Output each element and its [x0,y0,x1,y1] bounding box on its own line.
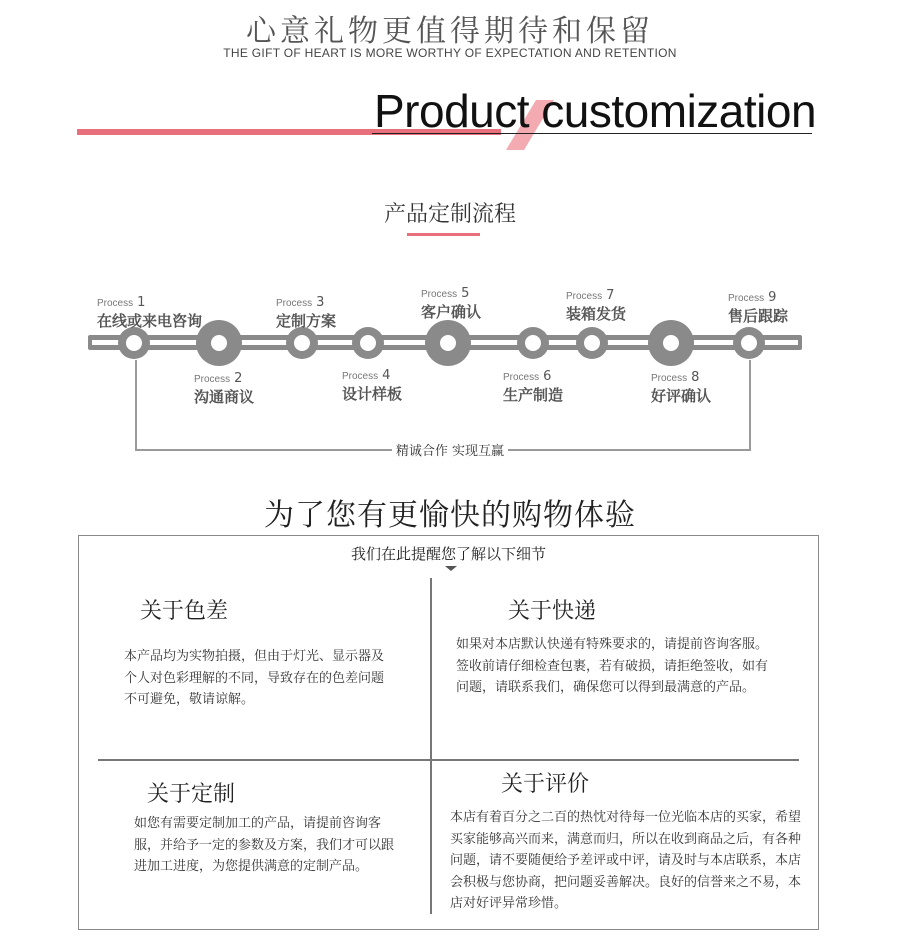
product-customization-title: Product customization [374,85,817,137]
customization-body: 如您有需要定制加工的产品，请提前咨询客服，并给予一定的参数及方案，我们才可以跟进加工进度，为您提供满意的定制产品。 [134,816,395,874]
process-node-3 [286,327,318,359]
experience-title: 为了您有更愉快的购物体验 [264,498,636,533]
process-step-number: 4 [382,368,391,383]
process-step-7 [566,284,626,324]
divider-vertical [430,578,432,914]
process-step-2 [194,367,254,407]
divider-horizontal [98,759,799,761]
process-step-3 [276,291,336,331]
reviews-body: 本店有着百分之二百的热忱对待每一位光临本店的买家，希望买家能够高兴而来，满意而归，所以在收到商品之后，有各种问题，请不要随便给予差评或中评，请及时与本店联系，本店会积极与您协商，把问题妥善解决。良好的信誉来之不易，本店对好评异常珍惜。 [450,810,802,911]
process-step-number: 9 [768,290,777,305]
process-node-5 [425,320,471,366]
process-step-label: Process [342,371,379,382]
process-step-number: 7 [606,288,615,303]
process-step-name: 沟通商议 [194,388,255,406]
bracket-caption-text: 精诚合作 实现互赢 [392,444,508,459]
process-step-5 [421,282,481,322]
process-node-1 [118,327,150,359]
process-step-number: 1 [137,295,146,310]
process-title-underline [407,233,480,236]
process-section-title: 产品定制流程 [383,202,516,227]
process-step-number: 6 [543,369,552,384]
process-node-7 [576,327,608,359]
process-step-number: 3 [316,295,325,310]
process-step-name: 定制方案 [276,312,337,330]
process-step-label: Process [728,293,765,304]
process-node-6 [517,327,549,359]
reminder-heading: 我们在此提醒您了解以下细节 [350,545,546,563]
bracket-caption [0,440,900,459]
process-step-name: 售后跟踪 [728,307,789,325]
process-step-label: Process [421,289,458,300]
process-step-name: 生产制造 [503,386,564,404]
process-step-label: Process [276,298,313,309]
process-node-2 [196,320,242,366]
process-step-name: 好评确认 [651,387,712,405]
caret-down-icon [445,566,457,571]
process-step-4 [342,364,402,404]
color-difference-title: 关于色差 [140,599,229,624]
process-step-8 [651,366,711,406]
header-title: 心意礼物更值得期待和保留 [246,14,654,49]
bracket-left [135,360,137,450]
shipping-title: 关于快递 [508,599,597,624]
process-step-name: 在线或来电咨询 [97,312,203,330]
process-step-name: 设计样板 [342,385,403,403]
process-step-9 [728,286,788,326]
process-step-name: 装箱发货 [566,305,627,323]
process-step-number: 8 [691,370,700,385]
process-step-number: 2 [234,371,243,386]
process-step-label: Process [651,373,688,384]
bracket-right [749,360,751,450]
process-step-1 [97,291,202,331]
process-step-6 [503,365,563,405]
process-step-number: 5 [461,286,470,301]
reviews-title: 关于评价 [501,772,590,797]
process-node-4 [352,327,384,359]
process-step-label: Process [503,372,540,383]
header-subtitle: THE GIFT OF HEART IS MORE WORTHY OF EXPECTATION AND RETENTION [223,46,677,60]
customization-title: 关于定制 [147,782,236,807]
shipping-body: 如果对本店默认快递有特殊要求的，请提前咨询客服。签收前请仔细检查包裹，若有破损，请拒绝签收，如有问题，请联系我们，确保您可以得到最满意的产品。 [456,637,769,695]
process-step-label: Process [194,374,231,385]
process-node-8 [648,320,694,366]
process-node-9 [733,327,765,359]
color-difference-body: 本产品均为实物拍摄，但由于灯光、显示器及个人对色彩理解的不同，导致存在的色差问题不可避免，敬请谅解。 [124,649,385,707]
process-step-label: Process [566,291,603,302]
process-step-label: Process [97,298,134,309]
process-step-name: 客户确认 [421,303,482,321]
